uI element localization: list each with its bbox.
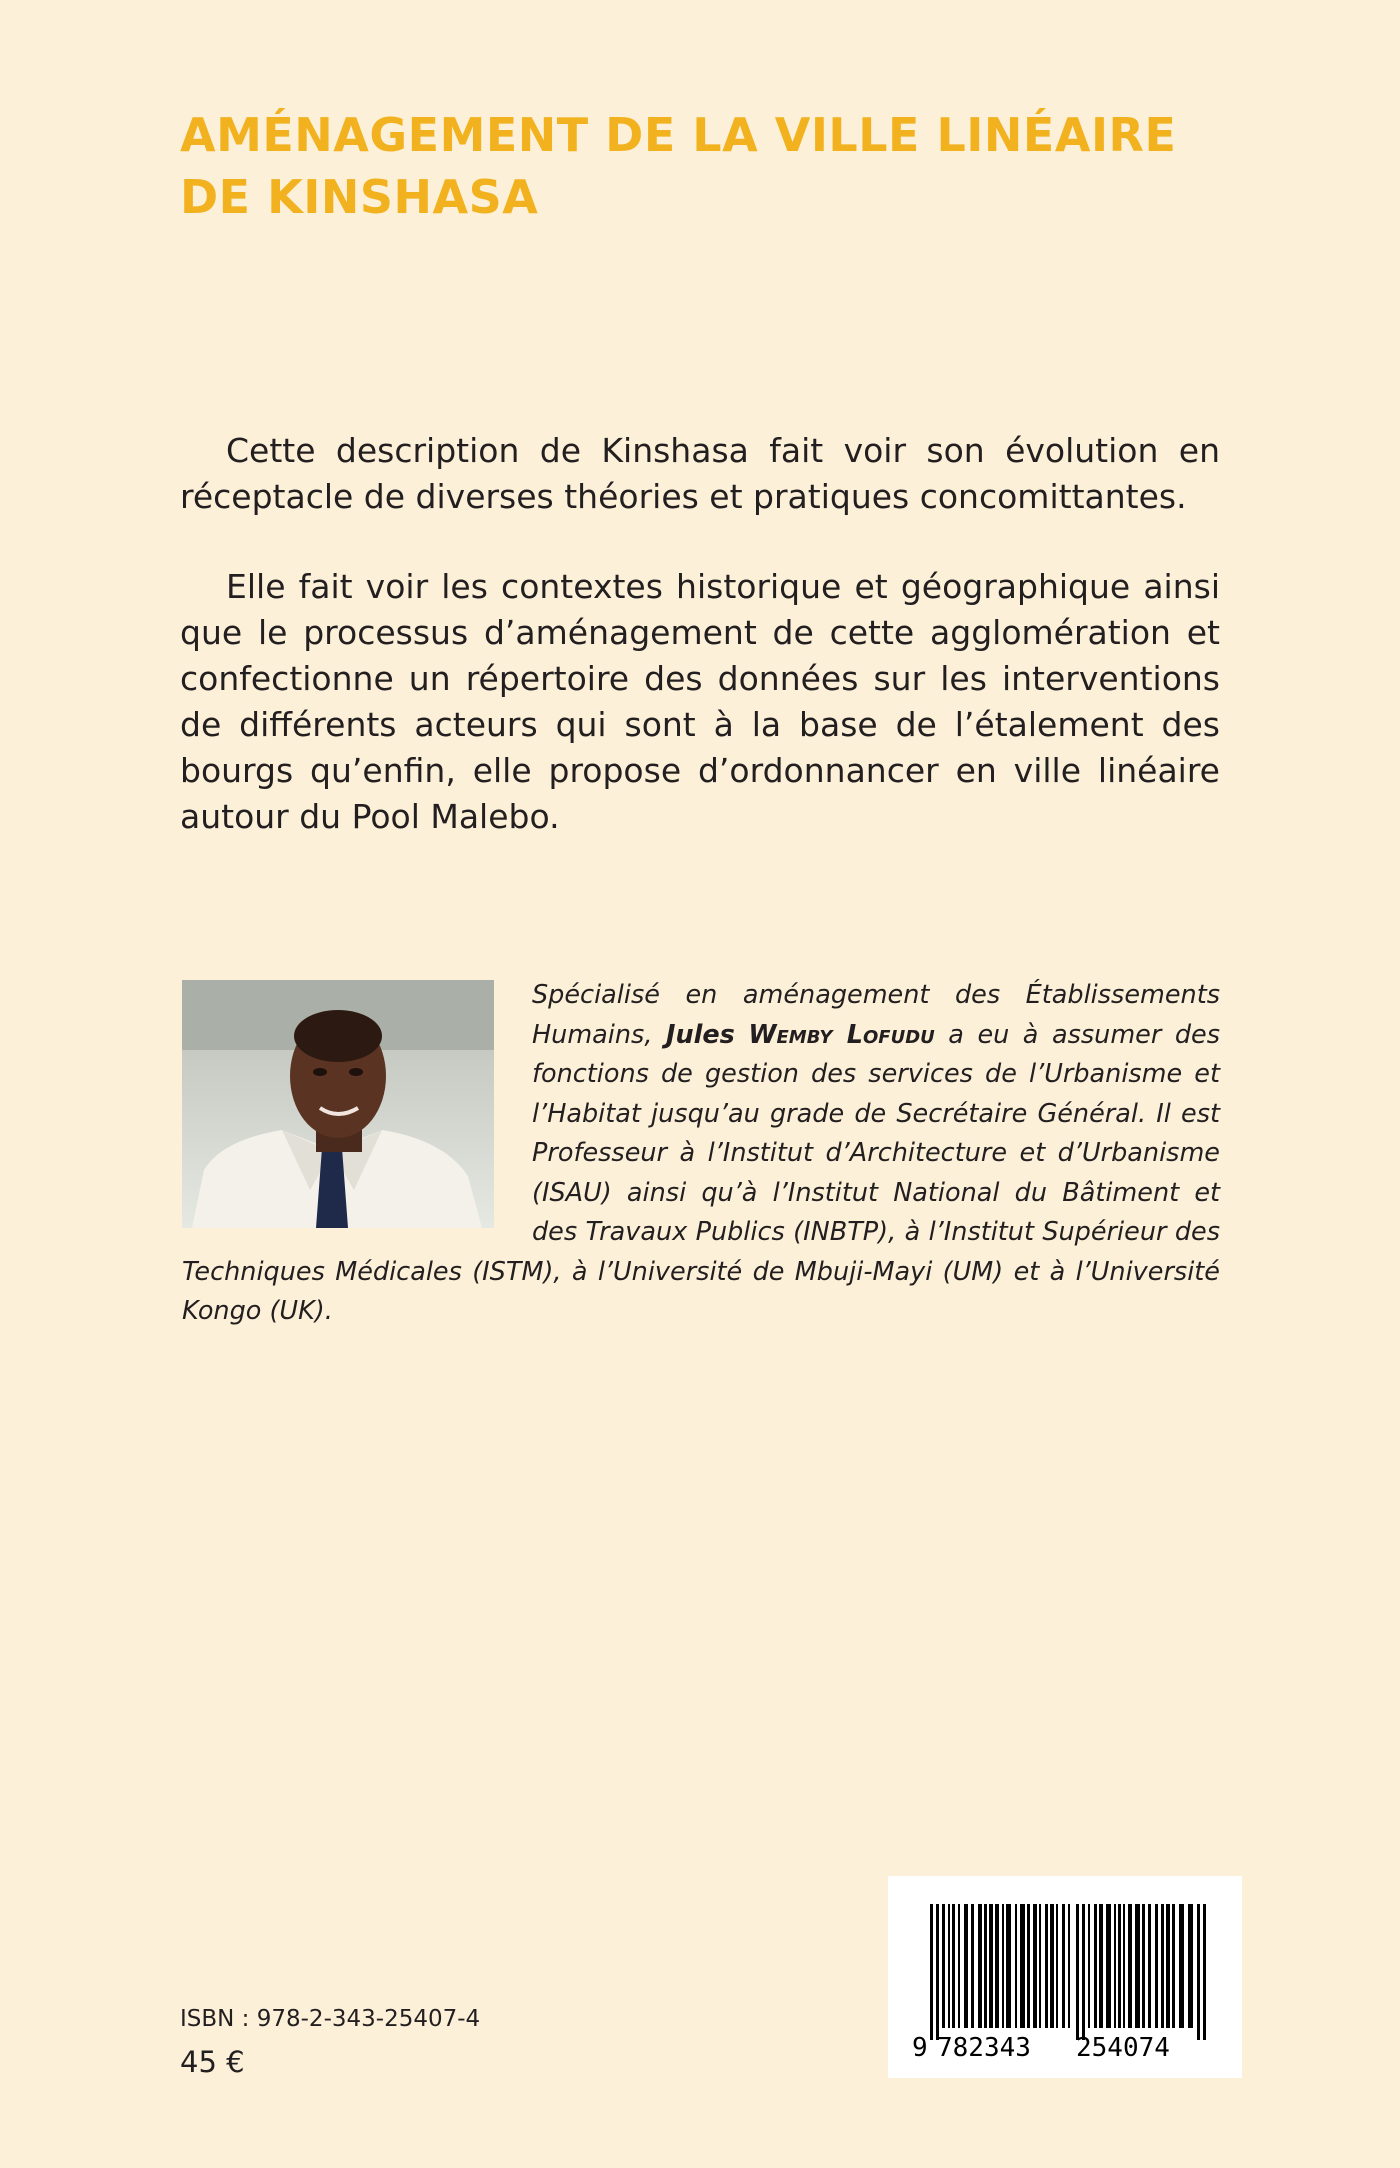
barcode-bar bbox=[1188, 1904, 1193, 2028]
barcode-bar bbox=[1082, 1904, 1085, 2040]
author-bio bbox=[182, 976, 1220, 1332]
book-title-line-1: AMÉNAGEMENT DE LA VILLE LINÉAIRE bbox=[180, 108, 1177, 162]
barcode-bar bbox=[1039, 1904, 1041, 2028]
barcode-bar bbox=[1172, 1904, 1175, 2028]
blurb-paragraph-2: Elle fait voir les contextes historique et géographique ainsi que le processus d’aménagement de cette agglomération et confectionne un répertoire des données sur les interventions de différents acteurs qui sont à la base de l’étalement des bourgs qu’enfin, elle propose d’ordonnancer en ville linéaire autour du Pool Malebo. bbox=[180, 567, 1220, 836]
barcode-bar bbox=[1142, 1904, 1145, 2028]
barcode-bar bbox=[936, 1904, 939, 2040]
barcode-bar bbox=[984, 1904, 987, 2028]
barcode-bar bbox=[1045, 1904, 1048, 2028]
author-first-name: Jules bbox=[665, 1019, 735, 1050]
barcode-bar bbox=[1123, 1904, 1125, 2028]
barcode bbox=[888, 1876, 1242, 2078]
barcode-bar bbox=[958, 1904, 960, 2028]
barcode-bar bbox=[1128, 1904, 1132, 2028]
barcode-digits-left: 782343 bbox=[937, 2033, 1031, 2063]
barcode-bar bbox=[1094, 1904, 1097, 2028]
barcode-bars bbox=[930, 1904, 1206, 2040]
book-title-line-2: DE KINSHASA bbox=[180, 170, 539, 224]
barcode-bar bbox=[1148, 1904, 1151, 2028]
back-cover-blurb bbox=[180, 428, 1220, 884]
barcode-bar bbox=[1166, 1904, 1170, 2028]
barcode-bar bbox=[1161, 1904, 1164, 2028]
barcode-bar bbox=[989, 1904, 993, 2028]
barcode-bar bbox=[1088, 1904, 1090, 2028]
barcode-bar bbox=[1076, 1904, 1079, 2040]
bio-body: a eu à assumer des fonctions de gestion des services de l’Urbanisme et l’Habitat jusqu’au grade de Secrétaire Général. Il est Professeur à l’Institut d’Architecture et d’Urbanisme (ISAU) ainsi qu’à l’Institut National du Bâtiment et des Travaux Publics (INBTP), à l’Institut Supérieur des Techniques Médicales (ISTM), à l’Université de Mbuji-Mayi (UM) et à l’Université Kongo (UK). bbox=[182, 1019, 1221, 1326]
book-title bbox=[180, 104, 1240, 228]
barcode-bar bbox=[995, 1904, 999, 2028]
bio-intro: Spécialisé en aménagement des Établissements Humains, bbox=[532, 980, 1220, 1050]
author-last-name: Wemby Lofudu bbox=[748, 1019, 935, 1050]
barcode-digits-right: 254074 bbox=[1076, 2033, 1170, 2063]
barcode-bar bbox=[1062, 1904, 1065, 2028]
barcode-bar bbox=[952, 1904, 955, 2028]
barcode-bar bbox=[948, 1904, 950, 2028]
barcode-bar bbox=[1114, 1904, 1116, 2028]
barcode-bar bbox=[1015, 1904, 1017, 2028]
barcode-bar bbox=[1006, 1904, 1011, 2028]
barcode-bar bbox=[1118, 1904, 1121, 2028]
barcode-bar bbox=[971, 1904, 974, 2028]
barcode-bar bbox=[1050, 1904, 1054, 2028]
barcode-bar bbox=[1135, 1904, 1140, 2028]
isbn: ISBN : 978-2-343-25407-4 bbox=[180, 2006, 481, 2032]
barcode-bar bbox=[1179, 1904, 1184, 2028]
barcode-bar bbox=[1068, 1904, 1070, 2028]
price: 45 € bbox=[180, 2045, 245, 2079]
barcode-bar bbox=[1197, 1904, 1200, 2040]
author-photo bbox=[182, 980, 494, 1228]
barcode-bar bbox=[978, 1904, 982, 2028]
barcode-bar bbox=[1106, 1904, 1111, 2028]
barcode-bar bbox=[1203, 1904, 1206, 2040]
barcode-bar bbox=[942, 1904, 945, 2028]
blurb-paragraph-1: Cette description de Kinshasa fait voir son évolution en réceptacle de diverses théories et pratiques concomittantes. bbox=[180, 431, 1220, 516]
barcode-bar bbox=[1002, 1904, 1004, 2028]
barcode-bar bbox=[1155, 1904, 1158, 2028]
barcode-bar bbox=[964, 1904, 968, 2028]
barcode-bar bbox=[1020, 1904, 1025, 2028]
barcode-bar bbox=[1027, 1904, 1030, 2028]
barcode-bar bbox=[1056, 1904, 1058, 2028]
barcode-digit-lead: 9 bbox=[912, 2033, 928, 2063]
barcode-bar bbox=[1033, 1904, 1037, 2028]
barcode-bar bbox=[1099, 1904, 1103, 2028]
barcode-bar bbox=[930, 1904, 933, 2040]
